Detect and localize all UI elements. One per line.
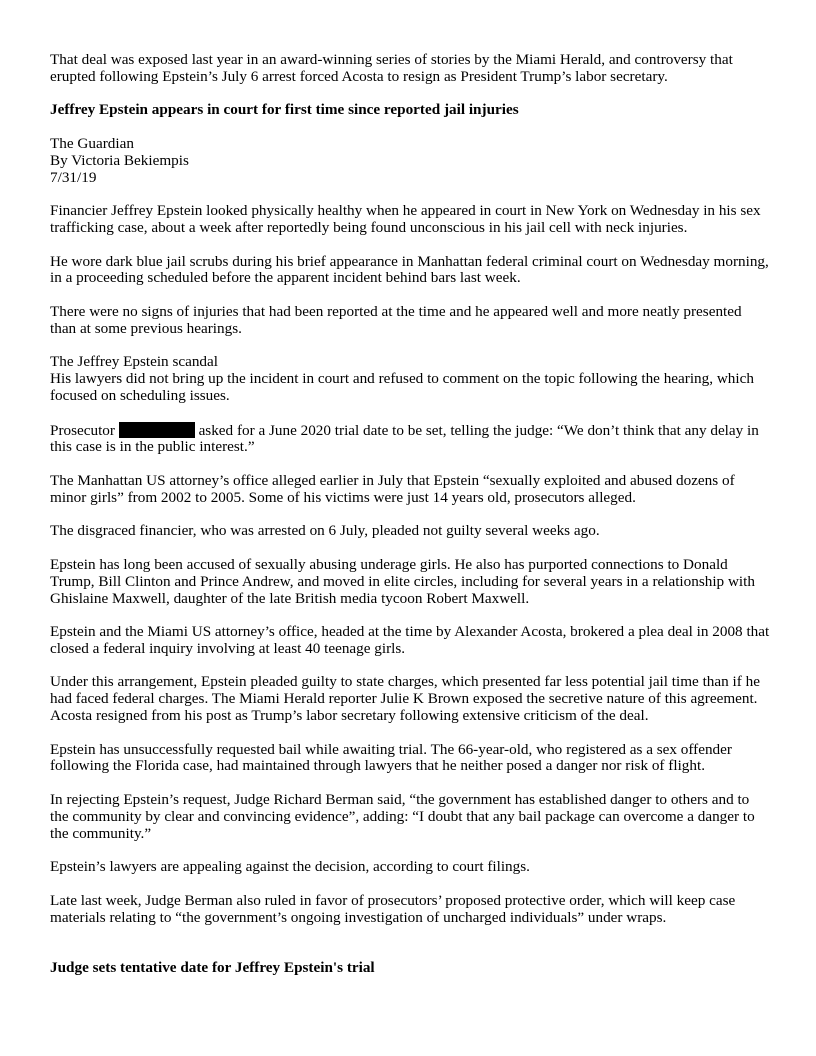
paragraph-5 xyxy=(50,422,770,457)
paragraph-9: Epstein and the Miami US attorney’s office, headed at the time by Alexander Acosta, brokered a plea deal in 2008 that closed a federal inquiry involving at least 40 teenage girls. xyxy=(50,623,770,657)
paragraph-14: Late last week, Judge Berman also ruled in favor of prosecutors’ proposed protective order, which will keep case materials relating to “the government’s ongoing investigation of uncharged individuals” under wraps. xyxy=(50,891,736,926)
paragraph-5-start: Prosecutor xyxy=(50,421,119,439)
paragraph-2: He wore dark blue jail scrubs during his brief appearance in Manhattan federal criminal court on Wednesday morning, in a proceeding scheduled before the apparent incident behind bars last week. xyxy=(50,252,769,287)
paragraph-10: Under this arrangement, Epstein pleaded guilty to state charges, which presented far less potential jail time than if he had faced federal charges. The Miami Herald reporter Julie K Brown exposed the secretive nature of this agreement. Acosta resigned from his post as Trump’s labor secretary following extensive criticism of the deal. xyxy=(50,673,760,725)
article-headline: Jeffrey Epstein appears in court for first time since reported jail injuries xyxy=(50,101,519,119)
section-label: The Jeffrey Epstein scandal xyxy=(50,353,218,371)
paragraph-8: Epstein has long been accused of sexually abusing underage girls. He also has purported connections to Donald Trump, Bill Clinton and Prince Andrew, and moved in elite circles, including for several years in a relationship with Ghislaine Maxwell, daughter of the late British media tycoon Robert Maxwell. xyxy=(50,555,755,607)
scandal-section xyxy=(50,354,770,404)
next-article-headline: Judge sets tentative date for Jeffrey Epstein's trial xyxy=(50,959,375,977)
intro-paragraph: That deal was exposed last year in an award-winning series of stories by the Miami Herald, and controversy that erupted following Epstein’s July 6 arrest forced Acosta to resign as President Trump’s labor secretary. xyxy=(50,51,733,85)
paragraph-13: Epstein’s lawyers are appealing against the decision, according to court filings. xyxy=(50,858,530,876)
paragraph-1: Financier Jeffrey Epstein looked physically healthy when he appeared in court in New York on Wednesday in his sex trafficking case, about a week after reportedly being found unconscious in his jail cell with neck injuries. xyxy=(50,202,761,236)
article-meta xyxy=(50,136,770,186)
paragraph-7: The disgraced financier, who was arrested on 6 July, pleaded not guilty several weeks ago. xyxy=(50,522,600,540)
paragraph-4: His lawyers did not bring up the incident in court and refused to comment on the topic following the hearing, which focused on scheduling issues. xyxy=(50,370,754,404)
paragraph-11: Epstein has unsuccessfully requested bail while awaiting trial. The 66-year-old, who registered as a sex offender following the Florida case, had maintained through lawyers that he neither posed a danger nor risk of flight. xyxy=(50,740,732,775)
article-date: 7/31/19 xyxy=(50,168,97,186)
document-page xyxy=(50,52,770,994)
article-source: The Guardian xyxy=(50,134,134,152)
article-byline: By Victoria Bekiempis xyxy=(50,151,189,169)
paragraph-12: In rejecting Epstein’s request, Judge Richard Berman said, “the government has established danger to others and to the community by clear and convincing evidence”, adding: “I doubt that any bail package can overcome a danger to the community.” xyxy=(50,791,755,842)
redaction-box xyxy=(119,422,195,438)
paragraph-5-end: asked for a June 2020 trial date to be set, telling the judge: “We don’t think that any delay in this case is in the public interest.” xyxy=(50,421,759,456)
paragraph-3: There were no signs of injuries that had been reported at the time and he appeared well and more neatly presented than at some previous hearings. xyxy=(50,302,742,337)
paragraph-6: The Manhattan US attorney’s office alleged earlier in July that Epstein “sexually exploited and abused dozens of minor girls” from 2002 to 2005. Some of his victims were just 14 years old, prosecutors alleged. xyxy=(50,471,735,506)
